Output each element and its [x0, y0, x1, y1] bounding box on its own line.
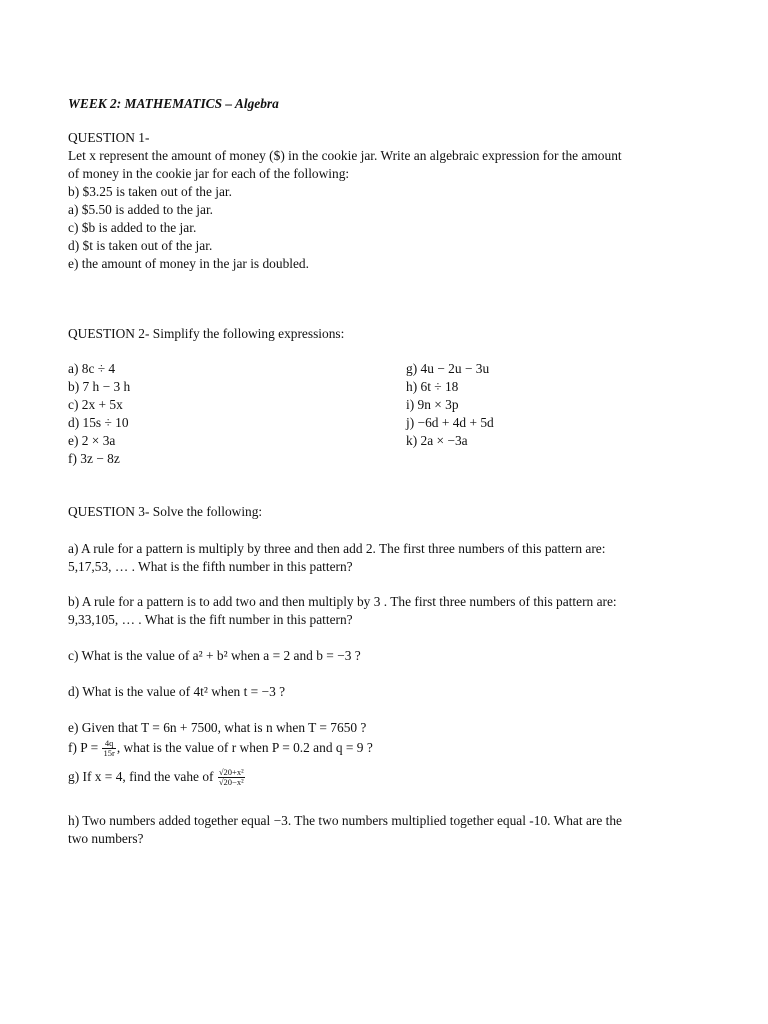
fraction-denominator: √20−x² [218, 777, 244, 788]
q3-c: c) What is the value of a² + b² when a = 2 and b = −3 ? [68, 648, 361, 663]
q1-intro-line1: Let x represent the amount of money ($) in the cookie jar. Write an algebraic expression for the amount [68, 148, 622, 163]
q1-item: e) the amount of money in the jar is doubled. [68, 256, 309, 271]
q2-expression: j) −6d + 4d + 5d [406, 415, 494, 430]
q3-f-suffix: , what is the value of r when P = 0.2 and q = 9 ? [116, 740, 373, 755]
q3-b-line2: 9,33,105, … . What is the fift number in this pattern? [68, 612, 353, 627]
q2-expression: f) 3z − 8z [68, 451, 120, 466]
q3-h-line2: two numbers? [68, 831, 144, 846]
q3-f [68, 739, 373, 758]
q3-g-prefix: g) If x = 4, find the vahe of [68, 769, 214, 784]
q3-e: e) Given that T = 6n + 7500, what is n when T = 7650 ? [68, 720, 367, 735]
q1-item: b) $3.25 is taken out of the jar. [68, 184, 233, 199]
q2-expression: k) 2a × −3a [406, 433, 468, 448]
q3-f-fraction [102, 739, 115, 758]
q1-item: c) $b is added to the jar. [68, 220, 197, 235]
q3-a-line2: 5,17,53, … . What is the fifth number in this pattern? [68, 559, 353, 574]
q3-f-prefix: f) P = [68, 740, 99, 755]
q3-h-line1: h) Two numbers added together equal −3. The two numbers multiplied together equal -10. What are the [68, 813, 622, 828]
q3-g [68, 768, 246, 787]
q1-heading: QUESTION 1- [68, 130, 150, 145]
q2-expression: a) 8c ÷ 4 [68, 361, 116, 376]
fraction-denominator: 15r [103, 748, 115, 759]
q3-g-fraction [218, 768, 245, 787]
fraction-numerator: 4q [102, 739, 115, 749]
q1-item: d) $t is taken out of the jar. [68, 238, 213, 253]
q2-expression: d) 15s ÷ 10 [68, 415, 129, 430]
fraction-numerator: √20+x² [218, 767, 244, 778]
q3-d: d) What is the value of 4t² when t = −3 ? [68, 684, 286, 699]
q2-expression: e) 2 × 3a [68, 433, 116, 448]
worksheet-title: WEEK 2: MATHEMATICS – Algebra [68, 96, 279, 111]
q2-heading: QUESTION 2- Simplify the following expressions: [68, 326, 345, 341]
q2-expression: h) 6t ÷ 18 [406, 379, 459, 394]
q2-expression: i) 9n × 3p [406, 397, 459, 412]
q1-intro-line2: of money in the cookie jar for each of the following: [68, 166, 350, 181]
q3-heading: QUESTION 3- Solve the following: [68, 504, 263, 519]
q1-item: a) $5.50 is added to the jar. [68, 202, 214, 217]
q2-expression: b) 7 h − 3 h [68, 379, 131, 394]
q3-b-line1: b) A rule for a pattern is to add two and then multiply by 3 . The first three numbers of this pattern are: [68, 594, 617, 609]
q2-expression: g) 4u − 2u − 3u [406, 361, 490, 376]
q2-expression: c) 2x + 5x [68, 397, 123, 412]
q3-a-line1: a) A rule for a pattern is multiply by three and then add 2. The first three numbers of this pattern are: [68, 541, 606, 556]
